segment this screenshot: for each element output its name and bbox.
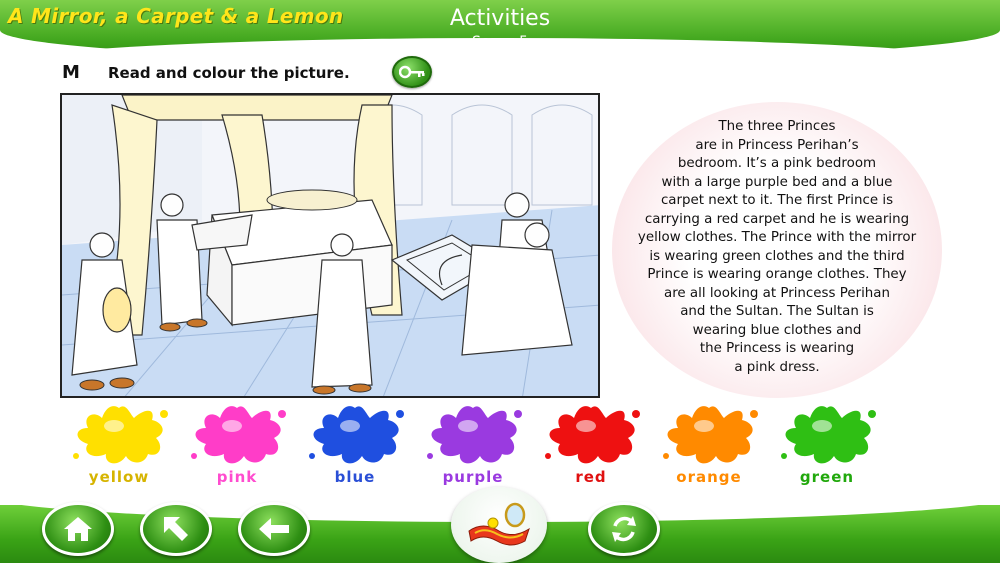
arrow-left-icon [258, 517, 290, 541]
colour-label-purple: purple [442, 468, 504, 486]
story-line: The three Princes [718, 119, 836, 134]
story-line: with a large purple bed and a blue [661, 174, 893, 190]
screen-subtitle: Scene 5 [471, 34, 529, 50]
paint-splash-icon [418, 400, 528, 470]
exercise-letter: M [62, 62, 80, 83]
colour-label-green: green [799, 468, 855, 486]
key-icon [399, 65, 425, 79]
colour-label-orange: orange [676, 468, 742, 486]
story-line: yellow clothes. The Prince with the mirror [637, 230, 917, 245]
exercise-instruction: Read and colour the picture. [108, 64, 350, 82]
previous-button[interactable] [238, 502, 310, 556]
story-line: is wearing green clothes and the third [649, 248, 905, 264]
story-line: are in Princess Perihan’s [695, 137, 859, 153]
paint-splash-icon [64, 400, 174, 470]
story-line: bedroom. It’s a pink bedroom [677, 156, 877, 171]
story-text [612, 118, 942, 377]
answer-key-button[interactable] [392, 56, 432, 88]
story-line: Prince is wearing orange clothes. They [647, 267, 907, 282]
flying-carpet-icon [463, 501, 535, 549]
colour-label-red: red [575, 468, 607, 486]
paint-splash-icon [536, 400, 646, 470]
paint-splash-icon [182, 400, 292, 470]
screen-title: Activities [449, 6, 551, 31]
story-line: a pink dress. [734, 359, 820, 375]
story-badge[interactable] [451, 487, 547, 563]
paint-splash-icon [772, 400, 882, 470]
colour-label-yellow: yellow [88, 468, 150, 486]
home-icon [63, 516, 93, 542]
story-line: carpet next to it. The first Prince is [660, 193, 894, 208]
story-line: wearing blue clothes and [692, 322, 862, 338]
menu-back-button[interactable] [140, 502, 212, 556]
paint-splash-icon [654, 400, 764, 470]
home-button[interactable] [42, 502, 114, 556]
story-line: the Princess is wearing [699, 341, 855, 356]
reset-button[interactable] [588, 502, 660, 556]
colour-label-pink: pink [216, 468, 258, 486]
arrow-up-left-icon [162, 515, 190, 543]
story-line: are all looking at Princess Perihan [664, 285, 890, 301]
refresh-icon [609, 514, 639, 544]
story-line: and the Sultan. The Sultan is [680, 304, 874, 319]
app-title: A Mirror, a Carpet & a Lemon [8, 4, 344, 28]
story-line: carrying a red carpet and he is wearing [644, 211, 910, 227]
paint-splash-icon [300, 400, 410, 470]
colouring-picture[interactable] [60, 93, 600, 398]
colour-label-blue: blue [334, 468, 376, 486]
